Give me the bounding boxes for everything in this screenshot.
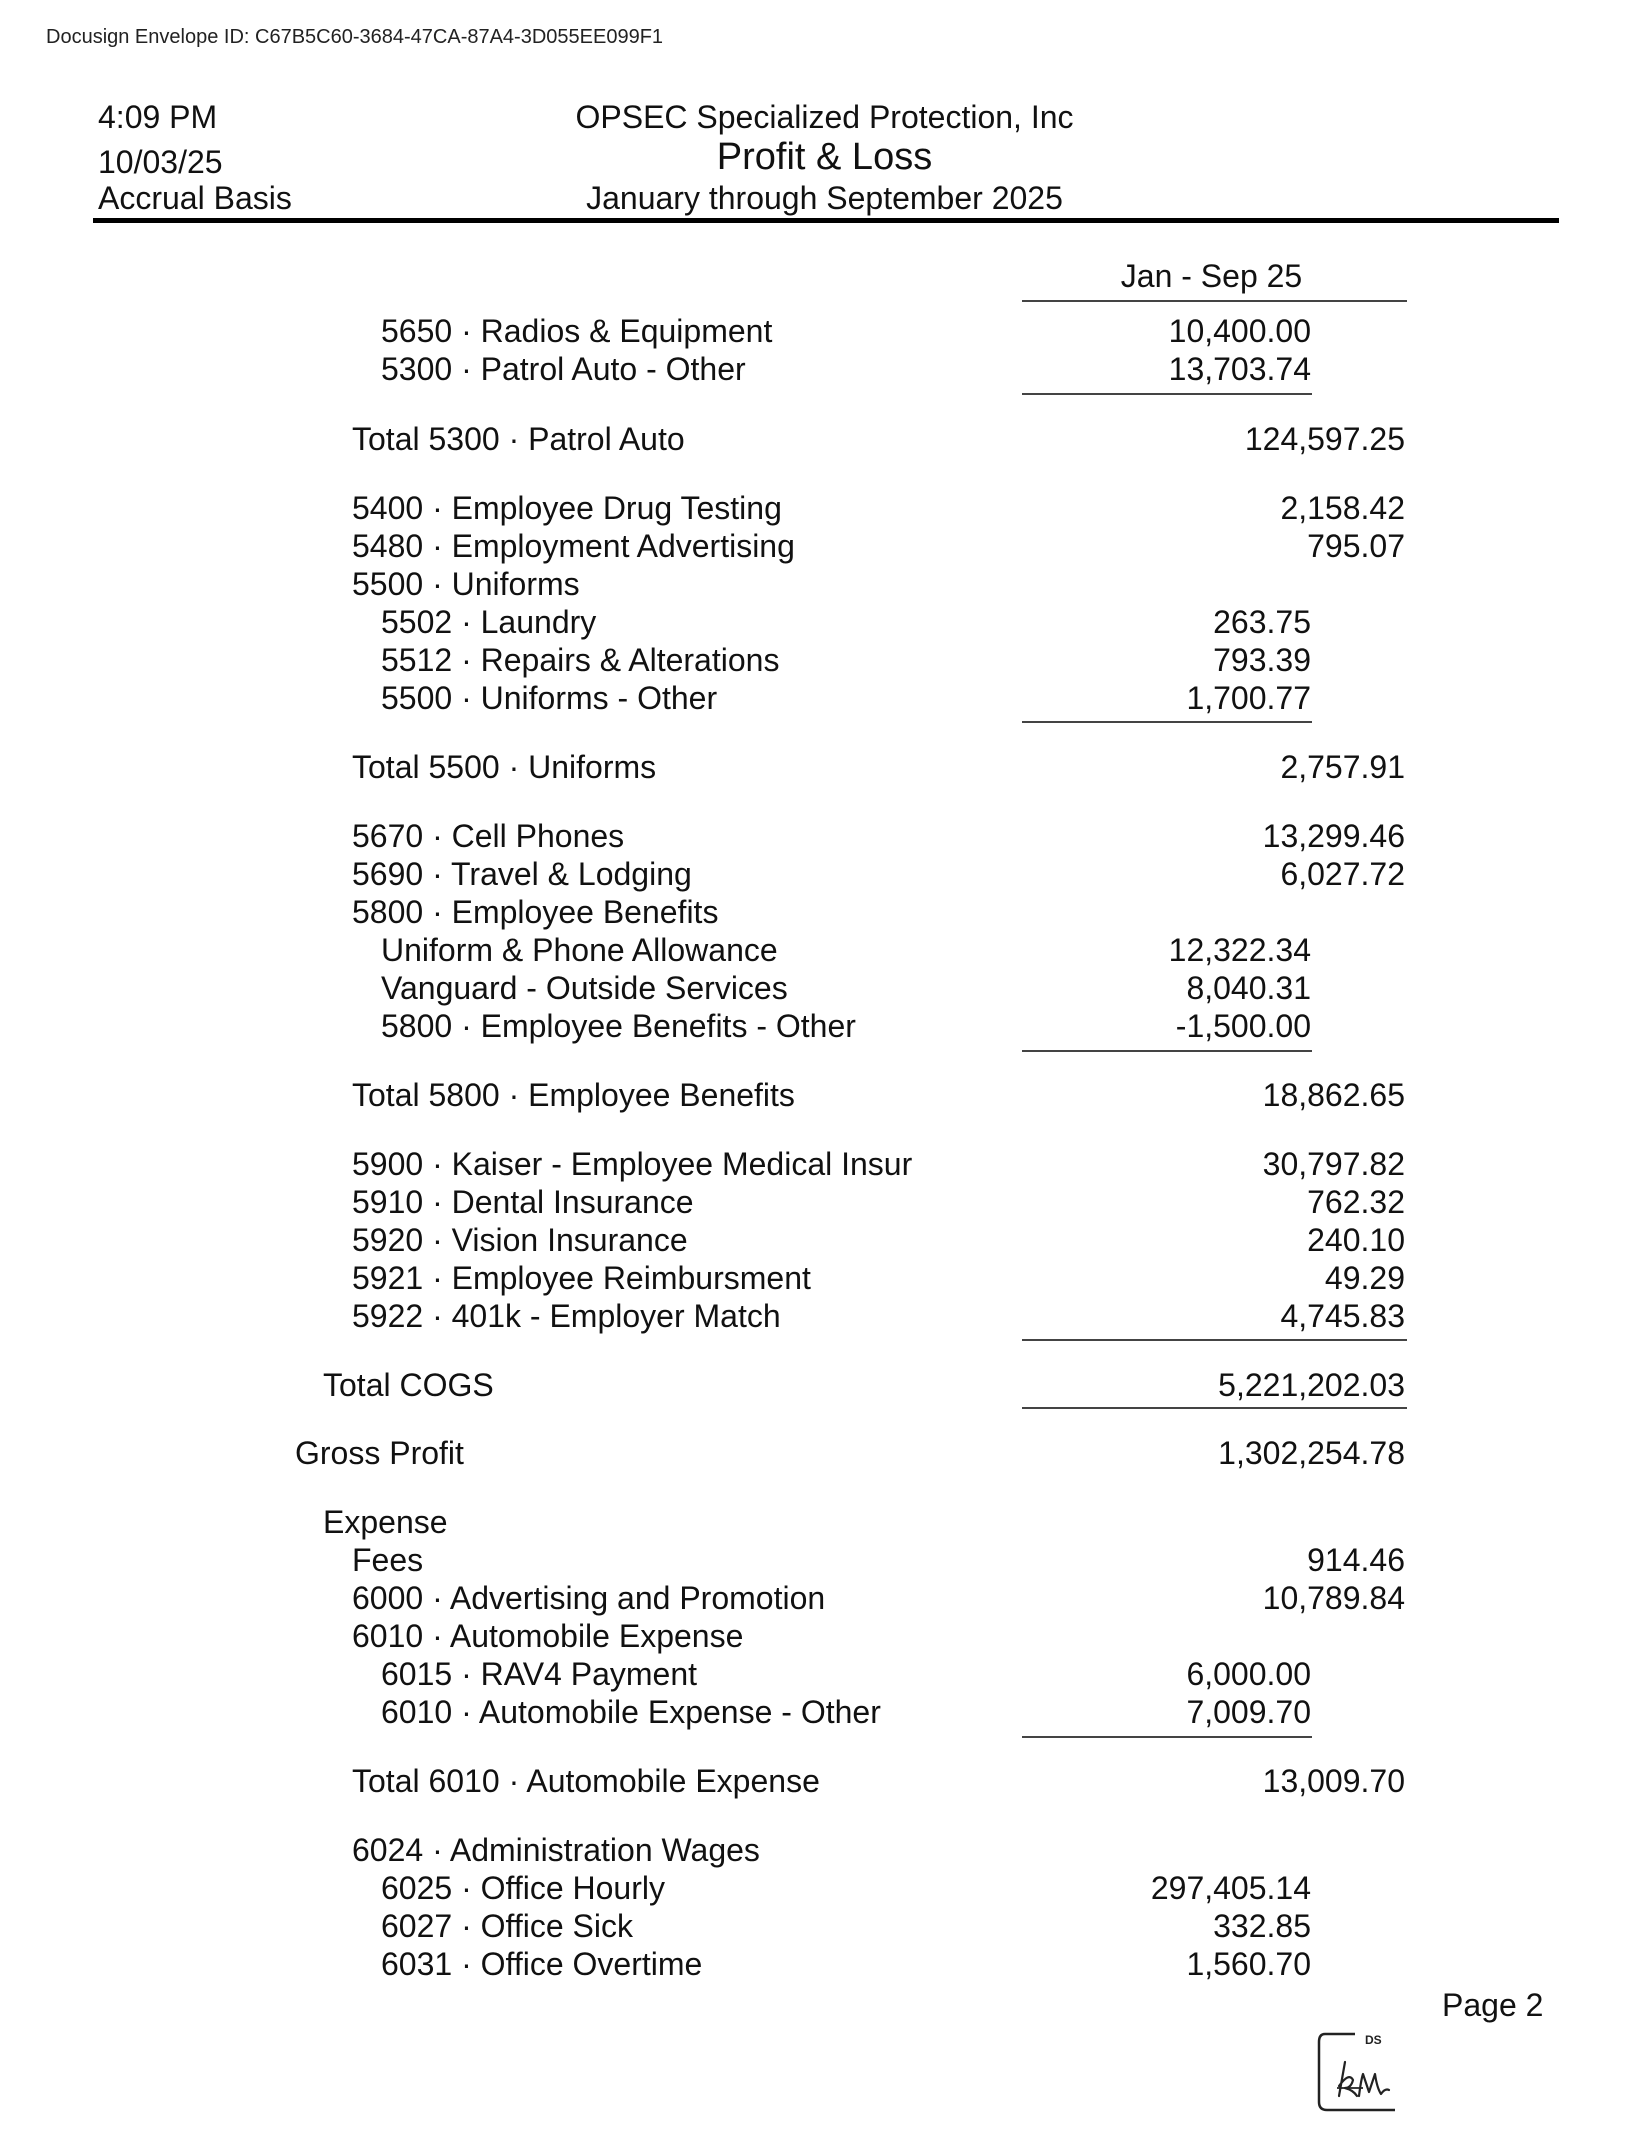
- row-label: Expense: [323, 1504, 448, 1540]
- row-value: 332.85: [1213, 1908, 1311, 1944]
- table-row: [0, 1145, 1649, 1183]
- row-label: Vanguard - Outside Services: [381, 970, 788, 1006]
- row-value: 8,040.31: [1186, 970, 1311, 1006]
- page-number: Page 2: [1442, 1987, 1544, 2023]
- table-row: [0, 1907, 1649, 1945]
- row-label: 6000 · Advertising and Promotion: [352, 1580, 826, 1616]
- row-value: 12,322.34: [1168, 932, 1311, 968]
- row-label: Fees: [352, 1542, 424, 1578]
- subtotal-rule: [1022, 1736, 1312, 1738]
- row-label: 6015 · RAV4 Payment: [381, 1656, 698, 1692]
- row-label: 6025 · Office Hourly: [381, 1870, 665, 1906]
- row-label: 5690 · Travel & Lodging: [352, 856, 692, 892]
- table-row: [0, 1221, 1649, 1259]
- row-label: Uniform & Phone Allowance: [381, 932, 778, 968]
- row-label: 5480 · Employment Advertising: [352, 528, 795, 564]
- row-label: 5512 · Repairs & Alterations: [381, 642, 780, 678]
- row-label: 6010 · Automobile Expense - Other: [381, 1694, 881, 1730]
- table-row: [0, 855, 1649, 893]
- table-row: [0, 565, 1649, 603]
- row-value: 30,797.82: [1262, 1146, 1405, 1182]
- row-value: 7,009.70: [1186, 1694, 1311, 1730]
- table-row: [0, 817, 1649, 855]
- row-label: Total 5300 · Patrol Auto: [352, 421, 685, 457]
- row-value: 124,597.25: [1244, 421, 1405, 457]
- column-header-rule: [1022, 300, 1407, 302]
- row-value: 6,027.72: [1280, 856, 1405, 892]
- row-value: 4,745.83: [1280, 1298, 1405, 1334]
- row-value: 1,302,254.78: [1218, 1435, 1405, 1471]
- table-row: [0, 1693, 1649, 1731]
- row-label: 5920 · Vision Insurance: [352, 1222, 688, 1258]
- row-value: 5,221,202.03: [1218, 1367, 1405, 1403]
- row-label: Total 5800 · Employee Benefits: [352, 1077, 795, 1113]
- row-label: 6010 · Automobile Expense: [352, 1618, 744, 1654]
- table-row: [0, 748, 1649, 786]
- row-value: 1,700.77: [1186, 680, 1311, 716]
- table-row: [0, 420, 1649, 458]
- subtotal-rule: [1022, 1050, 1312, 1052]
- row-label: 6031 · Office Overtime: [381, 1946, 703, 1982]
- row-label: 5400 · Employee Drug Testing: [352, 490, 782, 526]
- signature-stamp: [1315, 2030, 1403, 2114]
- table-row: [0, 603, 1649, 641]
- subtotal-rule: [1022, 1407, 1407, 1409]
- table-row: [0, 893, 1649, 931]
- ds-tag: DS: [1365, 2033, 1382, 2047]
- report-period: January through September 2025: [586, 180, 1063, 216]
- row-value: 297,405.14: [1150, 1870, 1311, 1906]
- table-row: [0, 312, 1649, 350]
- row-value: 13,703.74: [1168, 351, 1311, 387]
- row-label: 5922 · 401k - Employer Match: [352, 1298, 781, 1334]
- subtotal-rule: [1022, 393, 1312, 395]
- row-value: 2,757.91: [1280, 749, 1405, 785]
- row-value: 762.32: [1307, 1184, 1405, 1220]
- row-label: Gross Profit: [295, 1435, 464, 1471]
- table-row: [0, 1366, 1649, 1404]
- report-date: 10/03/25: [98, 144, 223, 180]
- initials-signature-icon: [1315, 2030, 1403, 2114]
- row-value: 18,862.65: [1262, 1077, 1405, 1113]
- table-row: [0, 527, 1649, 565]
- row-value: 240.10: [1307, 1222, 1405, 1258]
- table-row: [0, 350, 1649, 388]
- row-label: 5500 · Uniforms - Other: [381, 680, 718, 716]
- table-row: [0, 1297, 1649, 1335]
- header-rule: [93, 218, 1559, 223]
- row-value: 13,009.70: [1262, 1763, 1405, 1799]
- row-label: 5500 · Uniforms: [352, 566, 580, 602]
- row-value: 914.46: [1307, 1542, 1405, 1578]
- table-row: [0, 1831, 1649, 1869]
- row-value: 2,158.42: [1280, 490, 1405, 526]
- table-row: [0, 679, 1649, 717]
- row-label: 5800 · Employee Benefits - Other: [381, 1008, 856, 1044]
- row-value: -1,500.00: [1175, 1008, 1311, 1044]
- table-row: [0, 1617, 1649, 1655]
- row-label: 6027 · Office Sick: [381, 1908, 633, 1944]
- row-value: 263.75: [1213, 604, 1311, 640]
- row-label: 5300 · Patrol Auto - Other: [381, 351, 746, 387]
- company-name: OPSEC Specialized Protection, Inc: [575, 99, 1074, 135]
- table-row: [0, 489, 1649, 527]
- table-row: [0, 1655, 1649, 1693]
- row-label: 5650 · Radios & Equipment: [381, 313, 773, 349]
- row-value: 6,000.00: [1186, 1656, 1311, 1692]
- report-title: Profit & Loss: [716, 136, 933, 178]
- table-row: [0, 1762, 1649, 1800]
- row-value: 10,789.84: [1262, 1580, 1405, 1616]
- table-row: [0, 1945, 1649, 1983]
- table-row: [0, 1076, 1649, 1114]
- table-row: [0, 1007, 1649, 1045]
- table-row: [0, 1183, 1649, 1221]
- table-row: [0, 1503, 1649, 1541]
- report-basis: Accrual Basis: [98, 180, 292, 216]
- report-time: 4:09 PM: [98, 99, 218, 135]
- row-label: 5502 · Laundry: [381, 604, 597, 640]
- row-label: 6024 · Administration Wages: [352, 1832, 760, 1868]
- table-row: [0, 931, 1649, 969]
- envelope-id: Docusign Envelope ID: C67B5C60-3684-47CA-87A4-3D055EE099F1: [46, 26, 664, 48]
- row-value: 793.39: [1213, 642, 1311, 678]
- row-label: Total 5500 · Uniforms: [352, 749, 657, 785]
- row-label: 5910 · Dental Insurance: [352, 1184, 694, 1220]
- row-value: 1,560.70: [1186, 1946, 1311, 1982]
- table-row: [0, 1541, 1649, 1579]
- row-value: 10,400.00: [1168, 313, 1311, 349]
- table-row: [0, 1579, 1649, 1617]
- row-value: 795.07: [1307, 528, 1405, 564]
- table-row: [0, 969, 1649, 1007]
- subtotal-rule: [1022, 1339, 1407, 1341]
- row-label: 5900 · Kaiser - Employee Medical Insur: [352, 1146, 913, 1182]
- row-value: 13,299.46: [1262, 818, 1405, 854]
- table-row: [0, 1869, 1649, 1907]
- row-label: Total COGS: [323, 1367, 494, 1403]
- column-header: Jan - Sep 25: [1120, 258, 1303, 294]
- table-row: [0, 1434, 1649, 1472]
- row-label: 5670 · Cell Phones: [352, 818, 625, 854]
- row-label: 5921 · Employee Reimbursment: [352, 1260, 811, 1296]
- subtotal-rule: [1022, 721, 1312, 723]
- row-value: 49.29: [1324, 1260, 1405, 1296]
- row-label: Total 6010 · Automobile Expense: [352, 1763, 820, 1799]
- row-label: 5800 · Employee Benefits: [352, 894, 719, 930]
- table-row: [0, 641, 1649, 679]
- table-row: [0, 1259, 1649, 1297]
